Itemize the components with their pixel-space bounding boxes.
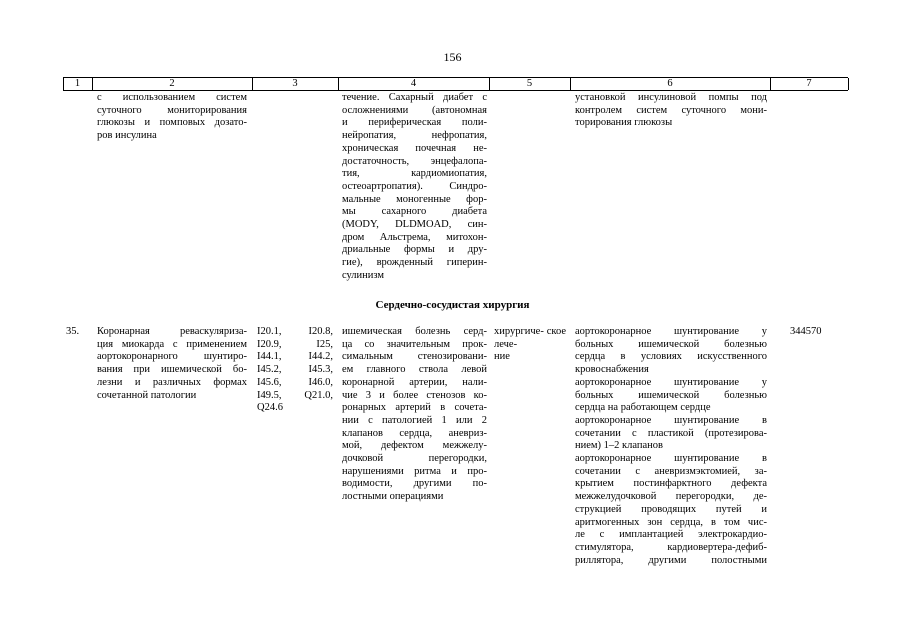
text-line: аортокоронарное шунтирование в (575, 414, 767, 426)
code-row (257, 390, 333, 403)
text-line: стимулятора, кардиовертера-дефиб- (575, 541, 767, 553)
row35-cost-cell: 344570 (790, 326, 822, 337)
text-line: течение. Сахарный диабет с (342, 92, 487, 103)
text-line: контролем систем суточного мони- (575, 104, 767, 116)
text-line: гие), врожденный гиперин- (342, 257, 487, 269)
text-line: ле с имплантацией электрокардио- (575, 529, 767, 541)
continued-row-treatment-method-cell (575, 92, 767, 130)
icd-code: I49.5, (257, 389, 282, 401)
icd-code: I20.9, (257, 338, 282, 350)
text-line: дром Альстрема, митохон- (342, 231, 487, 243)
text-line: нии с патологией 1 или 2 (342, 414, 487, 426)
text-line: коронарной артерии, нали- (342, 376, 487, 388)
text-line: межжелудочковой перегородки, де- (575, 491, 767, 503)
column-number-3: 3 (292, 78, 298, 89)
text-line: нарушениями ритма и про- (342, 465, 487, 477)
column-number-5: 5 (526, 78, 533, 89)
text-line: ем главного ствола левой (342, 364, 487, 376)
text-line: аортокоронарное шунтирование у (575, 326, 767, 337)
text-line: больных ишемической болезнью (575, 389, 767, 401)
code-row (257, 351, 333, 364)
icd-code: Q24.6 (257, 402, 283, 414)
col-border (848, 78, 849, 90)
text-line: ние (494, 351, 510, 363)
text-line: аритмогенных зон сердца, в том чис- (575, 516, 767, 528)
row35-patient-model-cell (342, 326, 487, 504)
text-line: дриальные формы и дру- (342, 244, 487, 256)
section-title: Сердечно-сосудистая хирургия (375, 299, 530, 311)
text-line: ция миокарда с применением (97, 338, 247, 350)
text-line: аортокоронарного шунтиро- (97, 351, 247, 363)
icd-code: I44.1, (257, 351, 282, 363)
text-line: лезни и различных формах (97, 376, 247, 388)
row35-method-name-cell (97, 326, 247, 402)
text-line: мой, дефектом межжелу- (342, 440, 487, 452)
code-row (257, 364, 333, 377)
icd-code: I46.0, (308, 376, 333, 388)
icd-code: I20.8, (308, 326, 333, 337)
column-number-1: 1 (74, 78, 81, 89)
continued-row-patient-model-cell (342, 92, 487, 283)
text-line: вания при ишемической бо- (97, 364, 247, 376)
text-line: с использованием систем (97, 92, 247, 103)
table-header-bottom-rule (63, 90, 848, 91)
text-line: чие 3 и более стенозов ко- (342, 389, 487, 401)
code-row (257, 326, 333, 339)
icd-code: I45.6, (257, 376, 282, 388)
text-line: ронарных артерий в сочета- (342, 402, 487, 414)
text-line: лостными операциями (342, 491, 444, 503)
column-number-7: 7 (806, 78, 812, 89)
text-line: нием) 1–2 клапанов (575, 440, 664, 452)
text-line: и периферическая поли- (342, 117, 487, 129)
text-line: (MODY, DLDMOAD, син- (342, 219, 487, 231)
column-number-4: 4 (410, 78, 417, 89)
text-line: аортокоронарное шунтирование в (575, 453, 767, 465)
icd-code: I44.2, (308, 351, 333, 363)
text-line: Коронарная реваскуляриза- (97, 326, 247, 337)
column-number-6: 6 (667, 78, 673, 89)
text-line: достаточность, энцефалопа- (342, 155, 487, 167)
text-line: остеоартропатия). Синдро- (342, 180, 487, 192)
row35-treatment-method-cell (575, 326, 767, 567)
text-line: тия, кардиомиопатия, (342, 168, 487, 180)
icd-code: I45.3, (308, 364, 333, 376)
code-row (257, 339, 333, 352)
text-line: сочетании с пластикой (протезирова- (575, 427, 767, 439)
text-line: ров инсулина (97, 130, 157, 142)
text-line: сочетании с аневризмэктомией, за- (575, 465, 767, 477)
text-line: крытием постинфарктного дефекта (575, 478, 767, 490)
text-line: суточного мониторирования (97, 104, 247, 116)
text-line: дочковой перегородки, (342, 453, 487, 465)
icd-code: Q21.0, (304, 389, 333, 401)
icd-code: I25, (316, 338, 333, 350)
continued-row-method-cell (97, 92, 247, 143)
text-line: водимости, другими по- (342, 478, 487, 490)
text-line: нейропатия, нефропатия, (342, 130, 487, 142)
text-line: торирования глюкозы (575, 117, 673, 129)
text-line: аортокоронарное шунтирование у (575, 376, 767, 388)
text-line: симальным стенозировани- (342, 351, 487, 363)
text-line: кровоснабжения (575, 364, 649, 376)
text-line: сердца в условиях искусственного (575, 351, 767, 363)
icd-code: I20.1, (257, 326, 282, 337)
text-line: мы сахарного диабета (342, 206, 487, 218)
row-number: 35. (66, 326, 80, 337)
text-line: хроническая почечная не- (342, 142, 487, 154)
text-line: больных ишемической болезнью (575, 338, 767, 350)
text-line: осложнениями (автономная (342, 104, 487, 116)
text-line: ца со значительным прок- (342, 338, 487, 350)
text-line: риллятора, другими полостными (575, 554, 767, 566)
code-row (257, 377, 333, 390)
text-line: сочетанной патологии (97, 389, 197, 401)
text-line: установкой инсулиновой помпы под (575, 92, 767, 103)
text-line: сердца на работающем сердце (575, 402, 711, 414)
row35-treatment-type-cell (494, 326, 566, 364)
text-line: сулинизм (342, 269, 385, 281)
page-number: 156 (443, 50, 462, 64)
column-number-2: 2 (169, 78, 175, 89)
text-line: хирургиче- ское лече- (494, 326, 566, 350)
icd-code: I45.2, (257, 364, 282, 376)
text-line: клапанов сердца, аневриз- (342, 427, 487, 439)
row35-icd-codes-cell (257, 326, 333, 415)
text-line: струкцией проводящих путей и (575, 503, 767, 515)
code-row (257, 402, 333, 415)
text-line: мальные моногенные фор- (342, 193, 487, 205)
text-line: ишемическая болезнь серд- (342, 326, 487, 337)
text-line: глюкозы и помповых дозато- (97, 117, 247, 129)
